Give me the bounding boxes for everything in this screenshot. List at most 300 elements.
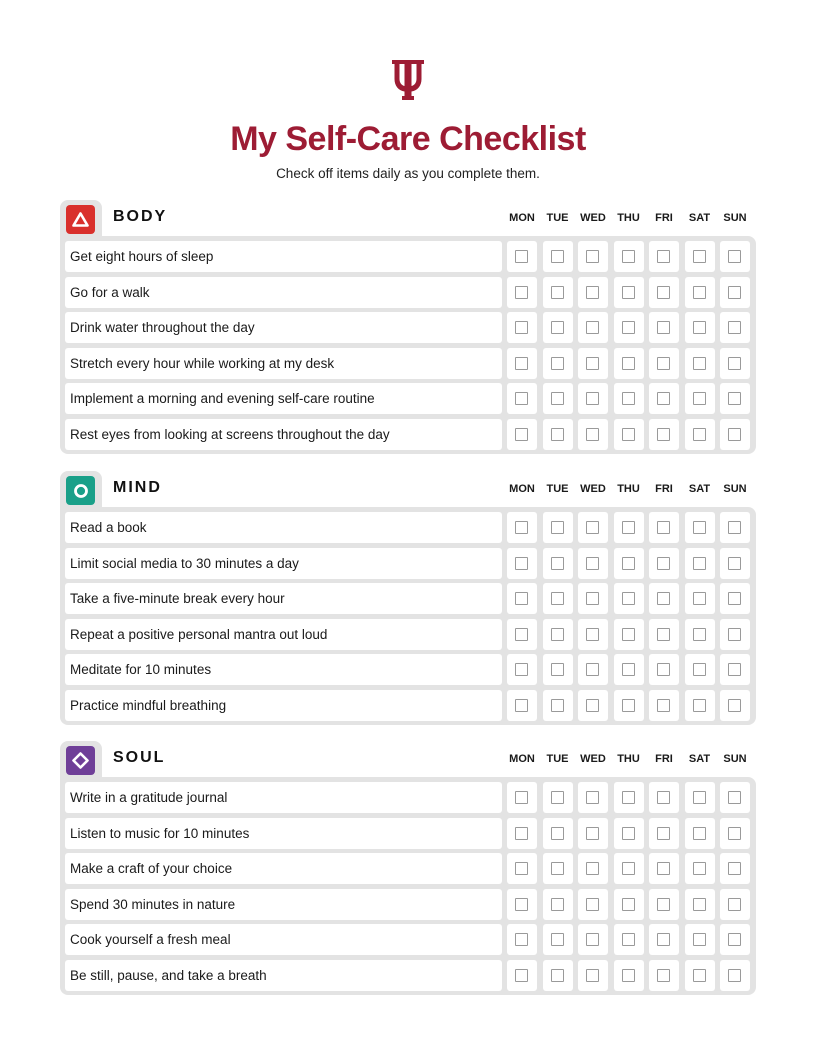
day-checkbox[interactable] xyxy=(693,357,706,370)
checklist-row xyxy=(65,348,751,379)
day-cell xyxy=(685,619,715,650)
day-checkbox[interactable] xyxy=(622,628,635,641)
task-label: Spend 30 minutes in nature xyxy=(65,889,502,920)
day-checkbox[interactable] xyxy=(551,862,564,875)
iu-trident-logo xyxy=(390,58,426,102)
day-checkbox[interactable] xyxy=(657,791,670,804)
day-cell xyxy=(507,277,537,308)
day-checkbox[interactable] xyxy=(728,250,741,263)
day-cell xyxy=(720,924,750,955)
day-cell xyxy=(649,548,679,579)
checklist-row xyxy=(65,889,751,920)
day-cell xyxy=(507,241,537,272)
day-cell xyxy=(507,383,537,414)
day-checkbox[interactable] xyxy=(515,827,528,840)
day-cell xyxy=(578,383,608,414)
day-checkbox[interactable] xyxy=(515,969,528,982)
day-checkbox[interactable] xyxy=(657,628,670,641)
day-checkbox[interactable] xyxy=(622,521,635,534)
section-body xyxy=(60,200,756,454)
day-checkbox[interactable] xyxy=(515,286,528,299)
day-checkbox[interactable] xyxy=(693,592,706,605)
day-checkbox[interactable] xyxy=(693,321,706,334)
checklist-row xyxy=(65,924,751,955)
day-checkbox[interactable] xyxy=(728,933,741,946)
day-checkbox[interactable] xyxy=(693,286,706,299)
day-checkbox[interactable] xyxy=(622,592,635,605)
day-cell xyxy=(614,383,644,414)
day-cell xyxy=(578,690,608,721)
day-cell xyxy=(720,889,750,920)
day-checkbox[interactable] xyxy=(657,392,670,405)
task-label: Make a craft of your choice xyxy=(65,853,502,884)
day-cell xyxy=(507,924,537,955)
day-cell xyxy=(578,241,608,272)
day-checkbox[interactable] xyxy=(693,392,706,405)
day-cell xyxy=(649,241,679,272)
section-title: MIND xyxy=(113,479,162,496)
day-cell xyxy=(507,419,537,450)
day-checkbox[interactable] xyxy=(586,557,599,570)
day-checkbox[interactable] xyxy=(622,699,635,712)
page-title: My Self-Care Checklist xyxy=(230,120,586,158)
day-cell xyxy=(649,512,679,543)
day-cell xyxy=(543,419,573,450)
day-checkbox[interactable] xyxy=(515,628,528,641)
day-cell xyxy=(543,853,573,884)
day-checkbox[interactable] xyxy=(622,862,635,875)
checklist-row xyxy=(65,383,751,414)
day-checkbox[interactable] xyxy=(586,392,599,405)
day-cell xyxy=(507,690,537,721)
day-cell xyxy=(720,690,750,721)
day-cell xyxy=(614,583,644,614)
checklist-row xyxy=(65,241,751,272)
day-cell xyxy=(649,782,679,813)
diamond-icon xyxy=(66,746,95,775)
day-cell xyxy=(685,924,715,955)
day-checkbox[interactable] xyxy=(622,392,635,405)
day-checkbox[interactable] xyxy=(551,250,564,263)
task-label: Drink water throughout the day xyxy=(65,312,502,343)
day-checkbox[interactable] xyxy=(586,357,599,370)
day-checkbox[interactable] xyxy=(515,557,528,570)
day-checkbox[interactable] xyxy=(586,321,599,334)
day-headers xyxy=(504,212,756,228)
day-checkbox[interactable] xyxy=(693,428,706,441)
day-cell xyxy=(685,548,715,579)
day-header: SUN xyxy=(723,212,747,224)
day-cell xyxy=(614,960,644,991)
day-checkbox[interactable] xyxy=(693,663,706,676)
day-cell xyxy=(649,924,679,955)
checklist-row xyxy=(65,690,751,721)
day-cell xyxy=(614,419,644,450)
task-label: Stretch every hour while working at my desk xyxy=(65,348,502,379)
day-cell xyxy=(543,548,573,579)
day-header: SAT xyxy=(688,483,711,495)
day-checkbox[interactable] xyxy=(586,969,599,982)
day-header: MON xyxy=(509,212,535,224)
checklist-row xyxy=(65,853,751,884)
day-checkbox[interactable] xyxy=(551,791,564,804)
day-header: FRI xyxy=(655,212,673,224)
task-label: Get eight hours of sleep xyxy=(65,241,502,272)
day-checkbox[interactable] xyxy=(551,592,564,605)
day-checkbox[interactable] xyxy=(586,898,599,911)
day-cell xyxy=(507,312,537,343)
day-checkbox[interactable] xyxy=(693,557,706,570)
day-cell xyxy=(578,583,608,614)
day-checkbox[interactable] xyxy=(515,862,528,875)
day-checkbox[interactable] xyxy=(551,392,564,405)
day-checkbox[interactable] xyxy=(728,663,741,676)
day-cell xyxy=(507,512,537,543)
day-cell xyxy=(543,960,573,991)
day-cell xyxy=(720,654,750,685)
day-checkbox[interactable] xyxy=(622,827,635,840)
day-checkbox[interactable] xyxy=(657,557,670,570)
day-cell xyxy=(614,512,644,543)
day-checkbox[interactable] xyxy=(586,791,599,804)
day-checkbox[interactable] xyxy=(728,592,741,605)
day-checkbox[interactable] xyxy=(551,898,564,911)
day-checkbox[interactable] xyxy=(586,286,599,299)
day-checkbox[interactable] xyxy=(586,827,599,840)
day-cell xyxy=(578,312,608,343)
day-checkbox[interactable] xyxy=(728,357,741,370)
day-cell xyxy=(543,889,573,920)
day-cell xyxy=(507,818,537,849)
day-checkbox[interactable] xyxy=(622,250,635,263)
day-checkbox[interactable] xyxy=(622,663,635,676)
day-checkbox[interactable] xyxy=(657,286,670,299)
day-checkbox[interactable] xyxy=(728,557,741,570)
day-cell xyxy=(685,782,715,813)
checklist-row xyxy=(65,312,751,343)
day-cell xyxy=(685,241,715,272)
day-header: THU xyxy=(617,753,640,765)
day-checkbox[interactable] xyxy=(515,357,528,370)
day-headers xyxy=(504,753,756,769)
checklist-row xyxy=(65,277,751,308)
day-cell xyxy=(578,782,608,813)
day-cell xyxy=(720,383,750,414)
section-badge xyxy=(60,741,102,777)
day-checkbox[interactable] xyxy=(551,357,564,370)
day-checkbox[interactable] xyxy=(515,933,528,946)
section-header xyxy=(60,471,756,507)
day-checkbox[interactable] xyxy=(586,428,599,441)
day-checkbox[interactable] xyxy=(728,969,741,982)
day-cell xyxy=(685,960,715,991)
checklist-grid xyxy=(60,777,756,995)
day-checkbox[interactable] xyxy=(622,969,635,982)
checklist-grid xyxy=(60,236,756,454)
day-cell xyxy=(614,654,644,685)
day-header: TUE xyxy=(546,483,569,495)
day-checkbox[interactable] xyxy=(728,791,741,804)
day-cell xyxy=(578,277,608,308)
day-checkbox[interactable] xyxy=(728,898,741,911)
day-cell xyxy=(543,512,573,543)
day-cell xyxy=(507,619,537,650)
day-cell xyxy=(649,383,679,414)
day-checkbox[interactable] xyxy=(622,357,635,370)
day-checkbox[interactable] xyxy=(515,791,528,804)
day-cell xyxy=(578,889,608,920)
checklist-row xyxy=(65,619,751,650)
day-header: WED xyxy=(580,483,606,495)
day-checkbox[interactable] xyxy=(622,791,635,804)
day-checkbox[interactable] xyxy=(693,898,706,911)
day-checkbox[interactable] xyxy=(551,827,564,840)
day-checkbox[interactable] xyxy=(586,592,599,605)
day-checkbox[interactable] xyxy=(515,592,528,605)
day-cell xyxy=(543,690,573,721)
day-cell xyxy=(543,782,573,813)
day-checkbox[interactable] xyxy=(515,898,528,911)
day-cell xyxy=(614,548,644,579)
day-cell xyxy=(543,348,573,379)
day-checkbox[interactable] xyxy=(586,699,599,712)
day-cell xyxy=(507,782,537,813)
day-checkbox[interactable] xyxy=(551,557,564,570)
day-cell xyxy=(578,960,608,991)
circle-icon xyxy=(66,476,95,505)
day-checkbox[interactable] xyxy=(551,321,564,334)
day-cell xyxy=(685,277,715,308)
day-cell xyxy=(685,853,715,884)
day-checkbox[interactable] xyxy=(693,699,706,712)
day-checkbox[interactable] xyxy=(622,933,635,946)
day-checkbox[interactable] xyxy=(551,933,564,946)
day-cell xyxy=(720,419,750,450)
day-cell xyxy=(649,818,679,849)
day-cell xyxy=(685,889,715,920)
day-checkbox[interactable] xyxy=(657,357,670,370)
day-cell xyxy=(614,348,644,379)
day-headers xyxy=(504,483,756,499)
day-checkbox[interactable] xyxy=(693,628,706,641)
day-checkbox[interactable] xyxy=(728,392,741,405)
day-cell xyxy=(578,654,608,685)
day-checkbox[interactable] xyxy=(657,521,670,534)
day-header: THU xyxy=(617,483,640,495)
day-checkbox[interactable] xyxy=(586,862,599,875)
day-checkbox[interactable] xyxy=(657,592,670,605)
day-checkbox[interactable] xyxy=(515,663,528,676)
section-header xyxy=(60,200,756,236)
day-checkbox[interactable] xyxy=(586,663,599,676)
day-checkbox[interactable] xyxy=(728,699,741,712)
day-checkbox[interactable] xyxy=(515,428,528,441)
section-soul xyxy=(60,741,756,995)
day-checkbox[interactable] xyxy=(728,428,741,441)
day-checkbox[interactable] xyxy=(622,428,635,441)
day-cell xyxy=(649,690,679,721)
task-label: Cook yourself a fresh meal xyxy=(65,924,502,955)
task-label: Repeat a positive personal mantra out loud xyxy=(65,619,502,650)
day-checkbox[interactable] xyxy=(551,969,564,982)
day-checkbox[interactable] xyxy=(551,428,564,441)
task-label: Go for a walk xyxy=(65,277,502,308)
checklist-row xyxy=(65,818,751,849)
day-cell xyxy=(649,277,679,308)
day-header: MON xyxy=(509,753,535,765)
day-cell xyxy=(578,548,608,579)
day-checkbox[interactable] xyxy=(586,521,599,534)
checklist-grid xyxy=(60,507,756,725)
day-checkbox[interactable] xyxy=(515,321,528,334)
day-cell xyxy=(649,853,679,884)
day-cell xyxy=(507,889,537,920)
day-cell xyxy=(685,512,715,543)
day-cell xyxy=(685,818,715,849)
day-cell xyxy=(685,419,715,450)
day-checkbox[interactable] xyxy=(622,898,635,911)
day-cell xyxy=(720,241,750,272)
day-header: TUE xyxy=(546,753,569,765)
day-checkbox[interactable] xyxy=(515,392,528,405)
day-checkbox[interactable] xyxy=(657,250,670,263)
task-label: Take a five-minute break every hour xyxy=(65,583,502,614)
day-cell xyxy=(614,690,644,721)
day-checkbox[interactable] xyxy=(728,827,741,840)
day-cell xyxy=(578,853,608,884)
day-header: WED xyxy=(580,212,606,224)
day-header: SUN xyxy=(723,483,747,495)
day-checkbox[interactable] xyxy=(586,250,599,263)
day-checkbox[interactable] xyxy=(693,862,706,875)
checklist-row xyxy=(65,960,751,991)
day-checkbox[interactable] xyxy=(693,969,706,982)
day-header: SAT xyxy=(688,753,711,765)
day-cell xyxy=(543,924,573,955)
day-cell xyxy=(543,654,573,685)
task-label: Read a book xyxy=(65,512,502,543)
day-checkbox[interactable] xyxy=(728,521,741,534)
task-label: Practice mindful breathing xyxy=(65,690,502,721)
day-cell xyxy=(543,312,573,343)
task-label: Meditate for 10 minutes xyxy=(65,654,502,685)
day-cell xyxy=(720,619,750,650)
day-cell xyxy=(685,383,715,414)
day-checkbox[interactable] xyxy=(728,628,741,641)
day-cell xyxy=(543,383,573,414)
day-cell xyxy=(543,818,573,849)
section-title: BODY xyxy=(113,208,168,225)
day-cell xyxy=(507,853,537,884)
day-checkbox[interactable] xyxy=(657,663,670,676)
section-badge xyxy=(60,200,102,236)
day-cell xyxy=(649,419,679,450)
day-checkbox[interactable] xyxy=(622,557,635,570)
day-checkbox[interactable] xyxy=(728,321,741,334)
day-cell xyxy=(543,619,573,650)
day-checkbox[interactable] xyxy=(551,699,564,712)
day-cell xyxy=(578,924,608,955)
checklist-row xyxy=(65,782,751,813)
task-label: Write in a gratitude journal xyxy=(65,782,502,813)
section-badge xyxy=(60,471,102,507)
day-checkbox[interactable] xyxy=(693,250,706,263)
day-cell xyxy=(720,548,750,579)
day-cell xyxy=(720,960,750,991)
day-checkbox[interactable] xyxy=(657,969,670,982)
day-cell xyxy=(649,889,679,920)
day-checkbox[interactable] xyxy=(693,521,706,534)
day-cell xyxy=(614,312,644,343)
day-cell xyxy=(507,348,537,379)
day-checkbox[interactable] xyxy=(551,628,564,641)
day-header: MON xyxy=(509,483,535,495)
day-cell xyxy=(649,619,679,650)
day-checkbox[interactable] xyxy=(515,699,528,712)
day-cell xyxy=(649,654,679,685)
day-checkbox[interactable] xyxy=(551,663,564,676)
day-cell xyxy=(614,277,644,308)
day-cell xyxy=(685,690,715,721)
day-checkbox[interactable] xyxy=(693,791,706,804)
day-cell xyxy=(649,348,679,379)
day-checkbox[interactable] xyxy=(657,827,670,840)
day-checkbox[interactable] xyxy=(515,521,528,534)
day-header: SAT xyxy=(688,212,711,224)
task-label: Limit social media to 30 minutes a day xyxy=(65,548,502,579)
day-cell xyxy=(720,818,750,849)
day-cell xyxy=(507,548,537,579)
day-checkbox[interactable] xyxy=(657,898,670,911)
day-checkbox[interactable] xyxy=(693,827,706,840)
day-checkbox[interactable] xyxy=(515,250,528,263)
day-cell xyxy=(685,348,715,379)
day-cell xyxy=(614,889,644,920)
day-checkbox[interactable] xyxy=(657,321,670,334)
day-cell xyxy=(720,312,750,343)
day-cell xyxy=(543,277,573,308)
day-cell xyxy=(507,654,537,685)
day-cell xyxy=(685,583,715,614)
day-checkbox[interactable] xyxy=(622,321,635,334)
day-cell xyxy=(578,348,608,379)
day-checkbox[interactable] xyxy=(657,862,670,875)
day-header: SUN xyxy=(723,753,747,765)
day-checkbox[interactable] xyxy=(551,286,564,299)
day-checkbox[interactable] xyxy=(622,286,635,299)
day-checkbox[interactable] xyxy=(551,521,564,534)
day-checkbox[interactable] xyxy=(657,699,670,712)
day-checkbox[interactable] xyxy=(657,933,670,946)
checklist-row xyxy=(65,583,751,614)
checklist-row xyxy=(65,654,751,685)
day-cell xyxy=(614,853,644,884)
day-cell xyxy=(507,960,537,991)
day-checkbox[interactable] xyxy=(586,628,599,641)
day-checkbox[interactable] xyxy=(693,933,706,946)
checklist-row xyxy=(65,419,751,450)
task-label: Rest eyes from looking at screens throughout the day xyxy=(65,419,502,450)
day-header: FRI xyxy=(655,753,673,765)
task-label: Listen to music for 10 minutes xyxy=(65,818,502,849)
day-cell xyxy=(649,583,679,614)
day-checkbox[interactable] xyxy=(728,862,741,875)
day-checkbox[interactable] xyxy=(586,933,599,946)
day-checkbox[interactable] xyxy=(728,286,741,299)
day-checkbox[interactable] xyxy=(657,428,670,441)
day-cell xyxy=(720,583,750,614)
day-cell xyxy=(720,512,750,543)
